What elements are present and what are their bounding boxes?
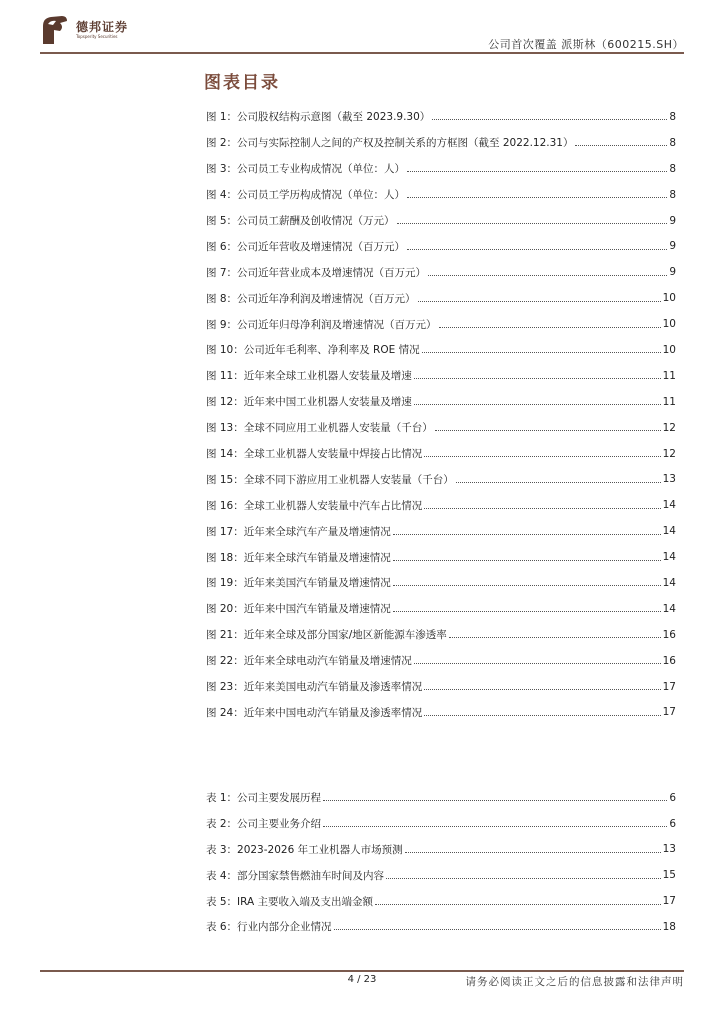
table-list bbox=[206, 785, 676, 940]
figure-entry[interactable] bbox=[206, 415, 676, 441]
figure-entry-label: 图 22：近年来全球电动汽车销量及增速情况 bbox=[206, 655, 412, 668]
figure-entry-label: 图 3：公司员工专业构成情况（单位：人） bbox=[206, 163, 406, 176]
page-number: 4 / 23 bbox=[347, 974, 377, 985]
dot-leader bbox=[424, 715, 660, 716]
table-entry[interactable] bbox=[206, 811, 676, 837]
figure-entry-label: 图 16：全球工业机器人安装量中汽车占比情况 bbox=[206, 499, 423, 512]
dot-leader bbox=[393, 585, 661, 586]
dot-leader bbox=[424, 689, 660, 690]
table-entry-page: 13 bbox=[662, 843, 676, 856]
figure-entry-page: 9 bbox=[669, 214, 676, 227]
dot-leader bbox=[435, 430, 661, 431]
figure-entry[interactable] bbox=[206, 466, 676, 492]
figure-entry-page: 13 bbox=[662, 473, 676, 486]
dot-leader bbox=[414, 404, 661, 405]
figure-entry-page: 12 bbox=[662, 447, 676, 460]
table-entry-page: 18 bbox=[662, 920, 676, 933]
figure-entry-label: 图 21：近年来全球及部分国家/地区新能源车渗透率 bbox=[206, 629, 447, 642]
logo-english-name: Topsperity Securities bbox=[76, 34, 118, 39]
dot-leader bbox=[397, 223, 668, 224]
dot-leader bbox=[424, 508, 660, 509]
dot-leader bbox=[456, 482, 661, 483]
figure-entry-label: 图 23：近年来美国电动汽车销量及渗透率情况 bbox=[206, 681, 423, 694]
figure-entry-page: 9 bbox=[669, 266, 676, 279]
figure-entry-page: 12 bbox=[662, 421, 676, 434]
figure-entry-label: 图 20：近年来中国汽车销量及增速情况 bbox=[206, 603, 391, 616]
figure-entry-page: 16 bbox=[662, 654, 676, 667]
figure-entry-label: 图 12：近年来中国工业机器人安装量及增速 bbox=[206, 396, 412, 409]
figure-entry-label: 图 4：公司员工学历构成情况（单位：人） bbox=[206, 189, 406, 202]
figure-entry-page: 8 bbox=[669, 162, 676, 175]
dot-leader bbox=[323, 800, 667, 801]
figure-entry-page: 11 bbox=[662, 395, 676, 408]
figure-entry-page: 14 bbox=[662, 551, 676, 564]
figure-entry[interactable] bbox=[206, 674, 676, 700]
figure-entry[interactable] bbox=[206, 233, 676, 259]
figure-entry-label: 图 9：公司近年归母净利润及增速情况（百万元） bbox=[206, 318, 437, 331]
figure-entry-label: 图 2：公司与实际控制人之间的产权及控制关系的方框图（截至 2022.12.31） bbox=[206, 137, 574, 150]
logo-chinese-name: 德邦证券 bbox=[76, 20, 129, 34]
report-title: 公司首次覆盖 派斯林（600215.SH） bbox=[488, 38, 684, 51]
figure-entry-label: 图 8：公司近年净利润及增速情况（百万元） bbox=[206, 292, 416, 305]
dot-leader bbox=[575, 145, 667, 146]
dot-leader bbox=[386, 878, 661, 879]
dot-leader bbox=[323, 826, 667, 827]
figure-entry-label: 图 11：近年来全球工业机器人安装量及增速 bbox=[206, 370, 412, 383]
figure-entry[interactable] bbox=[206, 544, 676, 570]
figure-entry-page: 9 bbox=[669, 240, 676, 253]
figure-entry-page: 8 bbox=[669, 188, 676, 201]
figure-entry[interactable] bbox=[206, 441, 676, 467]
figure-entry-label: 图 10：公司近年毛利率、净利率及 ROE 情况 bbox=[206, 344, 420, 357]
figure-entry-page: 14 bbox=[662, 602, 676, 615]
figure-entry-page: 8 bbox=[669, 110, 676, 123]
figure-entry-label: 图 13：全球不同应用工业机器人安装量（千台） bbox=[206, 422, 433, 435]
dot-leader bbox=[432, 119, 667, 120]
section-title: 图表目录 bbox=[204, 73, 280, 93]
figure-entry-page: 10 bbox=[662, 343, 676, 356]
figure-entry[interactable] bbox=[206, 622, 676, 648]
company-logo bbox=[40, 14, 128, 46]
figure-entry[interactable] bbox=[206, 311, 676, 337]
table-entry[interactable] bbox=[206, 888, 676, 914]
figure-entry[interactable] bbox=[206, 570, 676, 596]
dot-leader bbox=[414, 663, 661, 664]
figure-entry-page: 11 bbox=[662, 369, 676, 382]
figure-entry-page: 14 bbox=[662, 576, 676, 589]
figure-entry-page: 17 bbox=[662, 706, 676, 719]
table-entry-label: 表 6：行业内部分企业情况 bbox=[206, 921, 332, 934]
figure-entry-label: 图 19：近年来美国汽车销量及增速情况 bbox=[206, 577, 391, 590]
dot-leader bbox=[428, 275, 667, 276]
figure-entry-label: 图 5：公司员工薪酬及创收情况（万元） bbox=[206, 215, 395, 227]
dot-leader bbox=[407, 197, 667, 198]
dot-leader bbox=[393, 560, 661, 561]
figure-entry-page: 14 bbox=[662, 525, 676, 538]
figure-entry-label: 图 15：全球不同下游应用工业机器人安装量（千台） bbox=[206, 473, 454, 486]
figure-entry[interactable] bbox=[206, 363, 676, 389]
table-entry[interactable] bbox=[206, 837, 676, 863]
figure-entry-label: 图 14：全球工业机器人安装量中焊接占比情况 bbox=[206, 448, 423, 461]
footer-divider bbox=[40, 970, 684, 972]
figure-entry-label: 图 17：近年来全球汽车产量及增速情况 bbox=[206, 525, 391, 538]
dot-leader bbox=[407, 249, 667, 250]
dot-leader bbox=[407, 171, 667, 172]
dot-leader bbox=[405, 852, 661, 853]
table-entry-page: 6 bbox=[669, 817, 676, 830]
figure-entry-label: 图 24：近年来中国电动汽车销量及渗透率情况 bbox=[206, 706, 423, 719]
table-entry-label: 表 3：2023-2026 年工业机器人市场预测 bbox=[206, 843, 403, 856]
figure-entry[interactable] bbox=[206, 285, 676, 311]
figure-entry-page: 16 bbox=[662, 628, 676, 641]
figure-entry-page: 14 bbox=[662, 499, 676, 512]
figure-entry[interactable] bbox=[206, 389, 676, 415]
figure-entry[interactable] bbox=[206, 699, 676, 725]
table-entry-page: 17 bbox=[662, 895, 676, 908]
header-divider bbox=[40, 52, 684, 54]
disclaimer: 请务必阅读正文之后的信息披露和法律声明 bbox=[465, 976, 684, 988]
dot-leader bbox=[375, 904, 661, 905]
figure-entry[interactable] bbox=[206, 337, 676, 363]
table-entry-label: 表 4：部分国家禁售燃油车时间及内容 bbox=[206, 869, 385, 882]
figure-entry[interactable] bbox=[206, 104, 676, 130]
figure-entry[interactable] bbox=[206, 648, 676, 674]
dot-leader bbox=[424, 456, 660, 457]
dot-leader bbox=[439, 327, 661, 328]
figure-entry[interactable] bbox=[206, 518, 676, 544]
dot-leader bbox=[418, 301, 661, 302]
figure-entry-label: 图 18：近年来全球汽车销量及增速情况 bbox=[206, 551, 391, 564]
figure-entry[interactable] bbox=[206, 130, 676, 156]
figure-entry[interactable] bbox=[206, 492, 676, 518]
figure-entry-page: 10 bbox=[662, 292, 676, 305]
table-entry[interactable] bbox=[206, 862, 676, 888]
figure-list bbox=[206, 104, 676, 725]
figure-entry[interactable] bbox=[206, 208, 676, 234]
dot-leader bbox=[393, 534, 661, 535]
figure-entry[interactable] bbox=[206, 259, 676, 285]
table-entry[interactable] bbox=[206, 785, 676, 811]
table-entry-label: 表 1：公司主要发展历程 bbox=[206, 792, 322, 805]
dot-leader bbox=[422, 352, 661, 353]
table-entry-page: 15 bbox=[662, 869, 676, 882]
figure-entry-label: 图 6：公司近年营收及增速情况（百万元） bbox=[206, 240, 406, 253]
page-header bbox=[0, 0, 724, 58]
table-entry[interactable] bbox=[206, 914, 676, 940]
table-entry-label: 表 2：公司主要业务介绍 bbox=[206, 818, 322, 831]
dot-leader bbox=[393, 611, 661, 612]
figure-entry-page: 8 bbox=[669, 136, 676, 149]
figure-entry[interactable] bbox=[206, 156, 676, 182]
dot-leader bbox=[334, 929, 661, 930]
figure-entry[interactable] bbox=[206, 182, 676, 208]
figure-entry-label: 图 7：公司近年营业成本及增速情况（百万元） bbox=[206, 266, 427, 279]
figure-entry-page: 17 bbox=[662, 680, 676, 693]
table-entry-label: 表 5：IRA 主要收入端及支出端金额 bbox=[206, 895, 374, 908]
figure-entry-page: 10 bbox=[662, 318, 676, 331]
logo-mark-icon bbox=[40, 14, 70, 46]
figure-entry-label: 图 1：公司股权结构示意图（截至 2023.9.30） bbox=[206, 111, 431, 124]
figure-entry[interactable] bbox=[206, 596, 676, 622]
dot-leader bbox=[414, 378, 661, 379]
table-entry-page: 6 bbox=[669, 791, 676, 804]
dot-leader bbox=[449, 637, 661, 638]
